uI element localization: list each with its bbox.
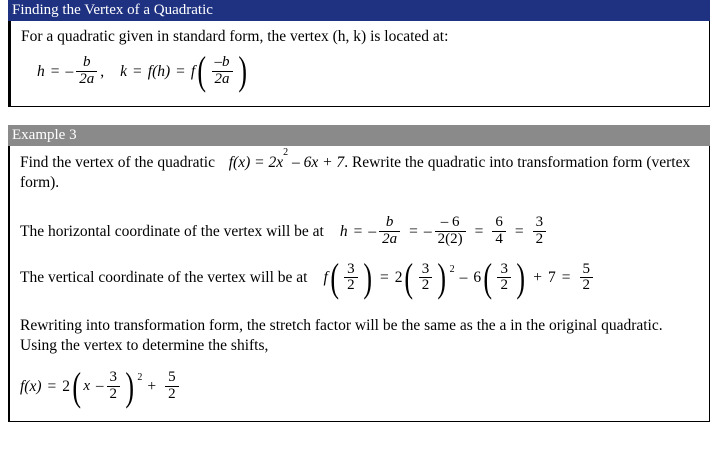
- formula-equals: =: [50, 62, 60, 80]
- formula-f-of-h: f(h): [147, 62, 171, 80]
- h-symbol: h: [339, 222, 348, 240]
- fraction-numerator: 3: [421, 260, 430, 277]
- fraction-5-over-2: [165, 370, 179, 403]
- fraction-b-over-2a: [379, 215, 400, 248]
- formula-minus: –: [65, 62, 74, 80]
- fraction-denominator: 2a: [379, 231, 400, 248]
- h-equals-2: =: [409, 222, 418, 240]
- final-vertex-form: [20, 363, 699, 409]
- fraction-numerator: 3: [109, 369, 118, 386]
- h-minus: –: [368, 222, 377, 240]
- formula-f: f: [190, 62, 196, 80]
- v-minus: –: [459, 269, 468, 287]
- right-paren-icon: ): [516, 254, 525, 300]
- fraction-numerator: b: [385, 214, 394, 231]
- final-plus: +: [147, 377, 157, 395]
- final-equals: =: [47, 377, 57, 395]
- prompt-part-2: . Rewrite the quadratic into transformation form (vertex form).: [20, 153, 691, 191]
- fraction-5-over-2: [580, 262, 594, 295]
- fraction-3-over-2: [497, 262, 511, 295]
- right-paren-icon: ): [437, 254, 447, 300]
- right-paren-icon: ): [362, 254, 372, 300]
- section-example-3: [8, 125, 710, 422]
- fraction-numerator: b: [83, 54, 91, 71]
- v-plus: +: [533, 269, 543, 287]
- fraction-3-over-2: [419, 262, 433, 295]
- paren-group-arg: [328, 254, 374, 300]
- v-coefficient-6: 6: [473, 269, 482, 287]
- section-finding-vertex: [8, 0, 710, 107]
- vertex-formula: [21, 48, 699, 94]
- horizontal-coordinate-text: The horizontal coordinate of the vertex will be at: [20, 222, 324, 240]
- formula-comma: ,: [100, 62, 105, 80]
- left-paren-icon: (: [197, 48, 207, 94]
- prompt-expression-rest: – 6x + 7: [291, 153, 345, 171]
- right-paren-icon: ): [237, 48, 247, 94]
- final-x: x: [83, 378, 91, 395]
- fraction-numerator: 6: [495, 214, 503, 231]
- fraction-6-over-4: [492, 215, 506, 248]
- left-paren-icon: (: [330, 254, 339, 300]
- fraction-3-over-2: [533, 215, 547, 248]
- fraction-negb-over-2a: [212, 55, 233, 88]
- paren-group: [195, 48, 249, 94]
- fraction-denominator: 2: [165, 386, 179, 403]
- right-paren-icon: ): [125, 363, 135, 409]
- fraction-denominator: 2: [419, 277, 433, 294]
- formula-h: h: [37, 62, 45, 80]
- intro-text: For a quadratic given in standard form, the vertex (h, k) is located at:: [21, 28, 449, 45]
- formula-equals-2: =: [133, 62, 142, 80]
- prompt-part-1: Find the vertex of the quadratic: [20, 153, 215, 171]
- paren-group-final: [70, 363, 143, 409]
- fraction-neg6-over-2x2: [435, 215, 466, 248]
- exponent-2: 2: [137, 372, 143, 384]
- fraction-numerator: 5: [582, 260, 591, 277]
- h-equals: =: [353, 222, 363, 240]
- fraction-numerator: 3: [347, 260, 355, 277]
- v-coefficient-2: 2: [394, 269, 403, 287]
- v-equals-2: =: [561, 269, 571, 287]
- fraction-denominator: 2a: [212, 71, 233, 88]
- fraction-denominator: 2a: [76, 71, 97, 88]
- h-equals-4: =: [514, 222, 524, 240]
- f-symbol: f: [323, 269, 328, 287]
- h-minus-2: –: [423, 222, 432, 240]
- horizontal-coordinate-line: [20, 215, 699, 248]
- v-seven: 7: [548, 269, 556, 287]
- paren-group-squared: [402, 254, 455, 300]
- section-header-finding-vertex: Finding the Vertex of a Quadratic: [8, 0, 710, 21]
- section-body-example-3: [8, 146, 710, 422]
- fraction-denominator: 2: [497, 277, 511, 294]
- fraction-denominator: 2: [107, 386, 121, 403]
- left-paren-icon: (: [72, 363, 82, 409]
- final-coefficient: 2: [62, 377, 71, 395]
- vertical-coordinate-line: [20, 254, 699, 300]
- h-equals-3: =: [474, 222, 484, 240]
- fraction-denominator: 4: [492, 231, 506, 248]
- section-body-finding-vertex: [8, 21, 710, 107]
- formula-k: k: [120, 62, 128, 80]
- prompt-expression: f(x) = 2x: [228, 153, 284, 171]
- final-minus: –: [96, 378, 104, 395]
- fraction-denominator: 2: [580, 277, 594, 294]
- example-prompt: [20, 146, 699, 193]
- fraction-denominator: 2(2): [435, 231, 466, 248]
- paren-group-2: [481, 254, 527, 300]
- v-equals: =: [379, 269, 389, 287]
- fraction-numerator: 3: [535, 214, 544, 231]
- formula-equals-3: =: [176, 62, 185, 80]
- vertical-coordinate-text: The vertical coordinate of the vertex will be at: [20, 269, 308, 287]
- fraction-3-over-2: [107, 370, 121, 403]
- exponent-2: 2: [449, 263, 455, 275]
- final-f-of-x: f(x): [20, 377, 42, 395]
- fraction-numerator: 5: [168, 369, 176, 386]
- fraction-numerator: 3: [500, 260, 508, 277]
- section-header-example-3: Example 3: [8, 125, 710, 146]
- left-paren-icon: (: [404, 254, 414, 300]
- prompt-expression-exponent: 2: [283, 146, 289, 158]
- fraction-numerator: –b: [214, 54, 230, 71]
- fraction-3-over-2: [344, 262, 358, 295]
- fraction-b-over-2a: [76, 55, 97, 88]
- fraction-denominator: 2: [344, 277, 358, 294]
- rewrite-text: Rewriting into transformation form, the stretch factor will be the same as the a in the original quadratic. Using the vertex to determine the shifts,: [20, 317, 663, 355]
- left-paren-icon: (: [483, 254, 493, 300]
- fraction-denominator: 2: [533, 231, 547, 248]
- fraction-numerator: – 6: [440, 214, 460, 231]
